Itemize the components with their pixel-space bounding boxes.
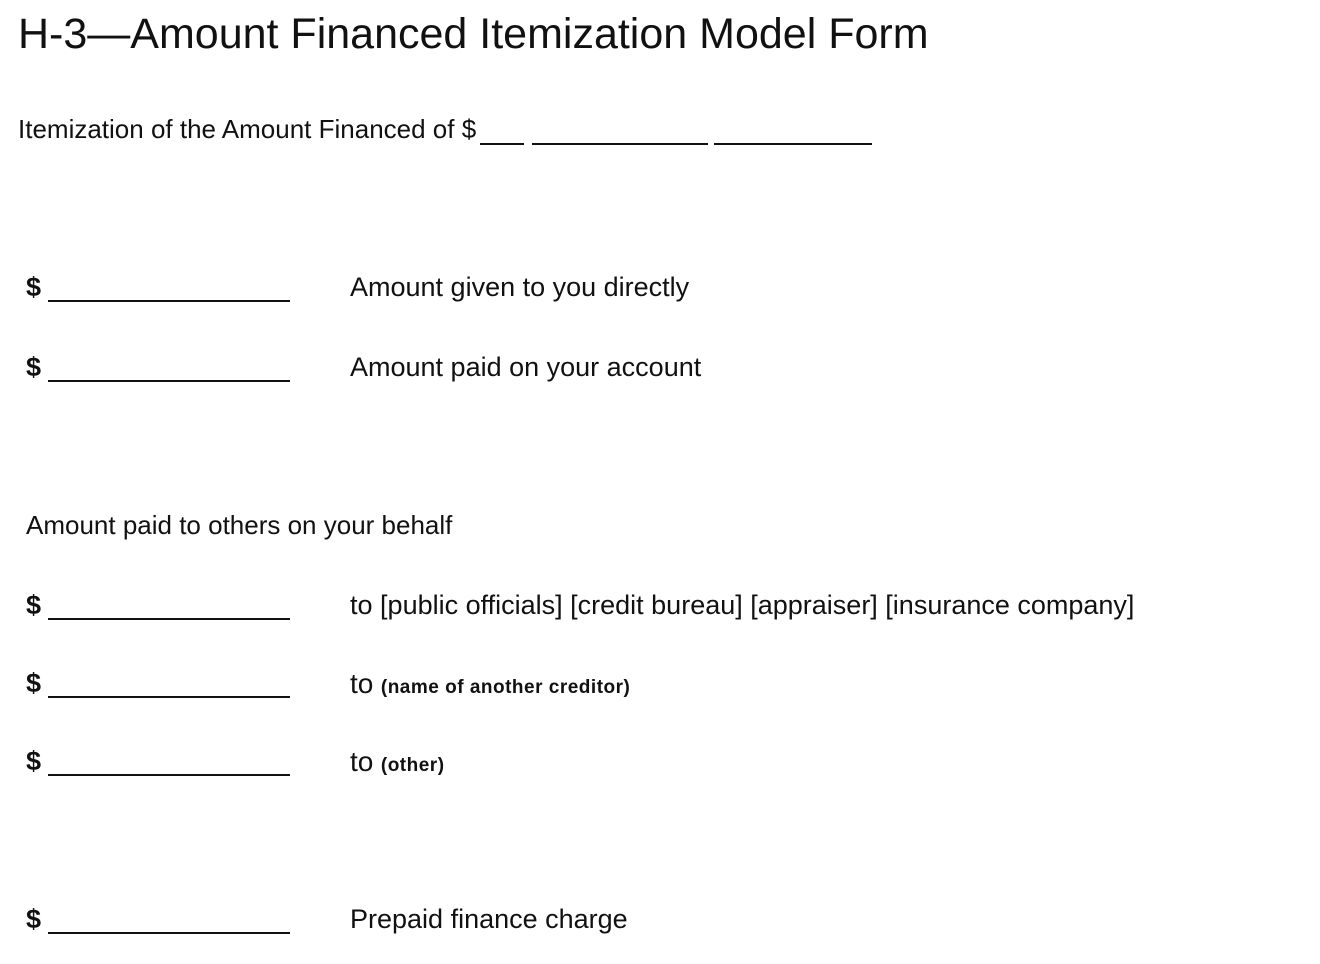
- dollar-sign: $: [26, 590, 42, 620]
- dollar-sign: $: [26, 668, 42, 698]
- item-label-given-directly: Amount given to you directly: [350, 272, 690, 302]
- item-label-prepaid-finance-charge: Prepaid finance charge: [350, 904, 628, 934]
- to-word: to: [350, 668, 374, 699]
- item-label-paid-on-account: Amount paid on your account: [350, 352, 702, 382]
- creditor-placeholder: (name of another creditor): [380, 677, 631, 698]
- item-label-another-creditor: [350, 668, 630, 700]
- item-row-another-creditor: [26, 668, 1316, 702]
- item-row-given-directly: [26, 272, 1316, 306]
- itemization-line: [18, 114, 872, 145]
- amount-blank-other[interactable]: [48, 774, 290, 776]
- amount-financed-blank-2[interactable]: [532, 117, 708, 145]
- amount-blank-another-creditor[interactable]: [48, 696, 290, 698]
- item-label-public-officials: [350, 590, 1134, 621]
- amount-blank-prepaid-finance-charge[interactable]: [48, 932, 290, 934]
- item-row-public-officials: [26, 590, 1316, 624]
- amount-blank-paid-on-account[interactable]: [48, 380, 290, 382]
- page-title: H-3—Amount Financed Itemization Model Form: [18, 10, 929, 58]
- amount-blank-public-officials[interactable]: [48, 618, 290, 620]
- amount-financed-blank-1[interactable]: [480, 117, 524, 145]
- item-row-other: [26, 746, 1316, 780]
- to-word: to: [350, 746, 374, 777]
- item-label-other: [350, 746, 445, 778]
- dollar-sign: $: [26, 272, 42, 302]
- amount-financed-blank-3[interactable]: [714, 117, 872, 145]
- item-row-prepaid-finance-charge: [26, 904, 1316, 938]
- amount-blank-given-directly[interactable]: [48, 300, 290, 302]
- item-row-paid-on-account: [26, 352, 1316, 386]
- itemization-label: Itemization of the Amount Financed of $: [18, 114, 477, 144]
- other-placeholder: (other): [380, 755, 445, 776]
- dollar-sign: $: [26, 352, 42, 382]
- payee-options: [public officials] [credit bureau] [appraiser] [insurance company]: [380, 590, 1135, 620]
- others-heading: Amount paid to others on your behalf: [26, 510, 453, 540]
- to-word: to: [350, 590, 373, 620]
- dollar-sign: $: [26, 746, 42, 776]
- dollar-sign: $: [26, 904, 42, 934]
